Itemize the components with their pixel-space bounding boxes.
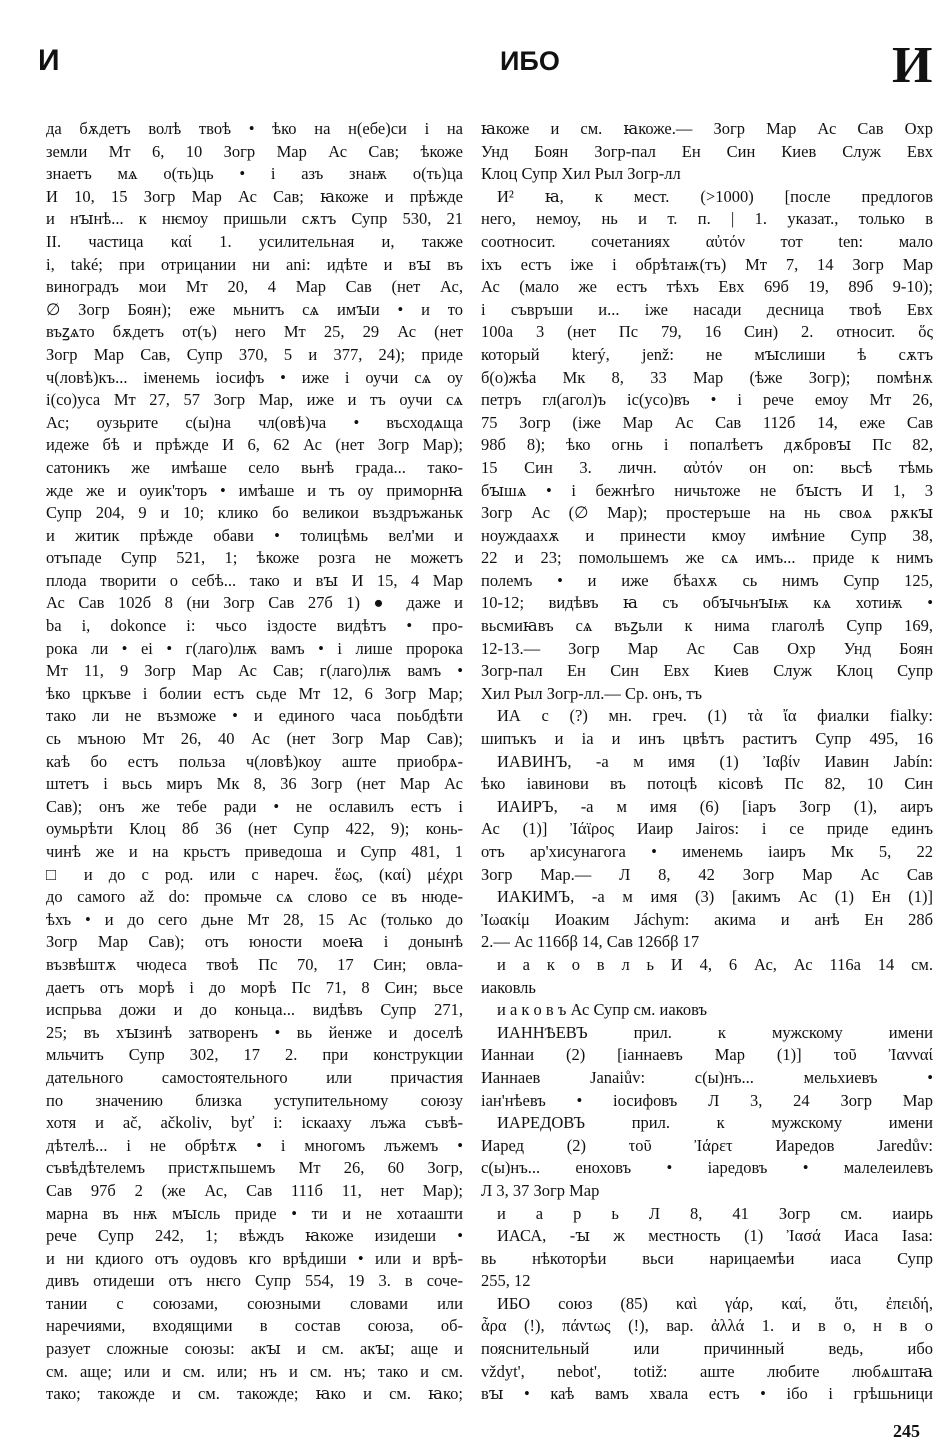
text-line: сь мъною Мт 26, 40 Ас (нет Зогр Мар Сав);	[46, 729, 463, 749]
page-number: 245	[893, 1421, 920, 1441]
right-column	[481, 118, 933, 1406]
text-line: 75 Зогр (іже Мар Ас Сав 112б 14, еже Сав	[481, 412, 933, 432]
text-line: и а р ь Л 8, 41 Зогр см. иаирь	[497, 1203, 933, 1223]
text-line: дательного самостоятельного или причастия	[46, 1067, 463, 1087]
text-line: Хил Рыл Зогр-лл.— Ср. онъ, тъ	[481, 683, 703, 703]
text-line: ИАРЕДОВЪ прил. к мужскому имени	[497, 1113, 933, 1133]
text-line: марна въ нѭ мꙑсль приде • ти и не хотаашти	[46, 1203, 463, 1223]
text-line: петръ гл(агол)ъ іс(усо)въ • і рече емоу Мт 26,	[481, 390, 933, 410]
text-line: Л 3, 37 Зогр Мар	[481, 1180, 600, 1200]
text-line: да бѫдетъ волѣ твоѣ • ѣко на н(ебе)си і на	[46, 119, 463, 138]
text-line: Ас (мало же естъ тѣхъ Евх 69б 19, 89б 9-10);	[481, 277, 933, 297]
text-line: бꙑшѧ • і бежнѣго ничьтоже не бꙑстъ И 1, 3	[481, 480, 933, 500]
text-line: даетъ отъ морѣ і до морѣ Пс 71, 8 Син; вьсе	[46, 977, 463, 997]
text-line: и житик прѣжде обави • толицѣмь вел'ми и	[46, 525, 463, 545]
text-line: ἆρα (!), πάντως (!), вар. ἀλλά 1. и в о, н в о	[481, 1316, 933, 1336]
text-line: знаетъ мѧ о(ть)ць • і азъ знаѭ о(ть)ца	[46, 164, 463, 184]
left-column	[46, 118, 463, 1406]
text-line: Супр 204, 9 и 10; клико бо великои въздръжаньк	[46, 503, 463, 523]
text-line: полемъ • и иже бѣахѫ сь нимъ Супр 125,	[481, 570, 933, 590]
text-line: Мт 11, 9 Зогр Мар Ас Сав; г(лаго)лѭ вамъ •	[46, 661, 463, 681]
text-line: шипъкъ и іа и инъ цвѣтъ раститъ Супр 495, 16	[481, 729, 933, 749]
text-line: възвѣштѫ чюдеса твоѣ Пс 70, 17 Син; овла-	[46, 954, 463, 974]
running-head-word: ИБО	[500, 46, 560, 76]
text-line: дѣтелѣ... і не обрѣтѫ • і многомъ лъжемъ •	[46, 1135, 463, 1155]
text-line: i, také; при отрицании ни ani: идѣте и вꙑ въ	[46, 254, 463, 274]
text-line: рече Супр 242, 1; вѣждъ ꙗкоже изидеши •	[46, 1226, 463, 1246]
text-line: хотя и ač, ačkoliv, byť i: іскааху лъжа съвѣ-	[46, 1113, 463, 1133]
text-line: см. аще; или и см. или; нъ и см. нъ; тако и см.	[46, 1361, 463, 1381]
text-line: пояснительный или причинный ведь, ибо	[481, 1339, 933, 1359]
text-line: тании с союзами, союзными словами или	[46, 1293, 463, 1313]
text-line: иаковль	[481, 977, 536, 997]
text-line: по значению близка уступительному союзу	[46, 1090, 463, 1110]
text-line: и а к о в л ь И 4, 6 Ас, Ас 116а 14 см.	[497, 954, 933, 974]
text-line: ИАСА, -ꙑ ж местность (1) Ἰασά Иаса Iasa:	[497, 1226, 933, 1246]
text-line: и а к о в ъ Ас Супр см. иаковъ	[497, 1000, 708, 1020]
text-line: 100а 3 (нет Пс 79, 16 Син) 2. относит. ὅς	[481, 322, 933, 342]
text-line: Зогр-пал Ен Син Евх Киев Служ Клоц Супр	[481, 661, 933, 681]
text-line: сатоникъ же имѣаше село вьнѣ града... тако-	[46, 457, 463, 477]
text-line: vždyt', nebot', totiž: аште любите любѧштаꙗ	[481, 1361, 933, 1381]
text-line: и нꙑнѣ... к нѥмоу пришьли сѫтъ Супр 530, 21	[46, 209, 463, 229]
text-line: 12-13.— Зогр Мар Ас Сав Охр Унд Боян	[481, 638, 933, 658]
text-line: оумьрѣти Клоц 8б 36 (нет Супр 422, 9); конь-	[46, 819, 463, 839]
text-line: і(со)уса Мт 27, 57 Зогр Мар, иже и тъ оучи сѧ	[46, 390, 463, 410]
text-line: въꙁѧто бѫдетъ от(ъ) него Мт 25, 29 Ас (нет	[46, 322, 463, 342]
text-line: 255, 12	[481, 1271, 531, 1291]
text-line: б(о)жѣа Мк 8, 33 Мар (ѣже Зогр); помѣнѫ	[481, 367, 933, 387]
text-line: наречиями, входящими в состав союза, об-	[46, 1316, 463, 1336]
text-line: ИАВИНЪ, -а м имя (1) Ἰαβίν Иавин Jabín:	[497, 751, 933, 771]
text-line: ИАКИМЪ, -а м имя (3) [акимъ Ас (1) Ен (1)]	[497, 887, 933, 907]
text-line: штетъ і вьсь миръ Мк 8, 36 Зогр (нет Мар Ас	[46, 774, 463, 794]
text-line: Ианнаи (2) [іаннаевъ Мар (1)] τοῦ Ἰανναί	[481, 1045, 933, 1065]
text-line: ноуждаахѫ и принести кмоу имѣние Супр 38,	[481, 525, 933, 545]
text-line: вꙑ • каѣ вамъ хвала естъ • ібо і грѣшьници	[481, 1384, 933, 1404]
text-line: отъ ар'хисунагога • именемь іаиръ Мк 5, 22	[481, 842, 933, 861]
text-line: ∅ Зогр Боян); еже мьнитъ сѧ имꙑи • и то	[46, 299, 463, 319]
text-line: рока ли • еі • г(лаго)лѭ вамъ • і лише пророка	[46, 638, 463, 658]
text-line: ba i, dokonce i: чьсо іздосте видѣтъ • про-	[46, 616, 463, 636]
text-line: 25; въ хꙑзинѣ затворенъ • вь йенже и доселѣ	[46, 1022, 463, 1042]
text-line: ИБО союз (85) καὶ γάρ, καί, ὅτι, ἐπειδή,	[497, 1293, 933, 1313]
text-line: 98б 8); ѣко огнь і попалѣетъ дѫбровꙑ Пс 82,	[481, 435, 933, 455]
text-line: съвѣдѣтелемъ пристѫпьшемъ Мт 26, 60 Зогр,	[46, 1158, 463, 1178]
section-letter: И	[892, 37, 933, 94]
text-line: разует сложные союзы: акꙑ и см. акꙑ; аще и	[46, 1339, 463, 1359]
text-line: Ас (1)] Ἰάϊρος Иаир Jairos: і се приде единъ	[481, 819, 933, 839]
text-line: Зогр Ас (∅ Мар); простеръше на нь своѧ рѫкꙑ	[481, 503, 933, 523]
text-line: 15 Син 3. личн. αὐτόν он on: вьсѣ тѣмь	[481, 457, 933, 477]
text-line: дивъ отидеши отъ нѥго Супр 554, 19 3. в соче-	[46, 1271, 463, 1291]
text-line: земли Мт 6, 10 Зогр Мар Ас Сав; ѣкоже	[46, 141, 463, 161]
text-line: ѣко цркъве і болии естъ сьде Мт 12, 6 Зогр Мар;	[46, 683, 463, 703]
text-line: с(ы)нъ... еноховъ • іаредовъ • малелеилевъ	[481, 1158, 933, 1178]
text-line: отъпаде Супр 521, 1; ѣкоже розга не можетъ	[46, 548, 463, 568]
text-line: іан'нѣевъ • іосифовъ Л 3, 24 Зогр Мар	[481, 1090, 933, 1110]
text-line: чинѣ же и на крьстъ приведоша и Супр 481, 1	[46, 842, 463, 861]
text-line: ѣхъ • и до сего дьне Мт 28, 15 Ас (только до	[46, 909, 463, 929]
text-line: вь нѣкоторѣи вьси нарицаемѣи иаса Супр	[481, 1248, 933, 1268]
text-line: Зогр Мар.— Л 8, 42 Зогр Мар Ас Сав	[481, 864, 933, 884]
text-line: виноградъ мои Мт 20, 4 Мар Сав (нет Ас,	[46, 277, 463, 297]
text-line: мльчитъ Супр 302, 17 2. при конструкции	[46, 1045, 463, 1065]
text-line: іхъ естъ іже і обрѣтаѭ(тъ) Мт 7, 14 Зогр Мар	[481, 254, 933, 274]
text-line: ѣко іавинови въ потоцѣ кісовѣ Пс 82, 10 Син	[481, 774, 933, 794]
text-line: вьсмиꙗвъ сѧ въꙁьли к нима глаголѣ Супр 169,	[481, 616, 933, 636]
text-line: до самого až do: промьче сѧ слово се въ нюде-	[46, 887, 463, 907]
text-line: Ианнаев Janaiův: с(ы)нъ... мельхиевъ •	[481, 1067, 933, 1087]
text-line: тако; такожде и см. такожде; ꙗко и см. ꙗко;	[46, 1384, 463, 1404]
text-line: Ἰωακίμ Иоаким Jáchym: акима и анѣ Ен 28б	[481, 909, 933, 929]
text-line: Клоц Супр Хил Рыл Зогр-лл	[481, 164, 681, 184]
text-line: ИАННѢЕВЪ прил. к мужскому имени	[497, 1022, 933, 1042]
text-line: Зогр Мар Сав, Супр 370, 5 и 377, 24); приде	[46, 344, 463, 364]
text-line: і съвръши и... іже насади десница твоѣ Евх	[481, 299, 933, 319]
text-line: тако ли не възможе • и единого часа поьбдѣти	[46, 706, 463, 726]
text-line: соотносит. сочетаниях αὐτόν тот ten: мало	[481, 231, 933, 251]
text-line: каѣ бо естъ польза ч(ловѣ)коу аште приобрѧ-	[46, 751, 463, 771]
text-line: Унд Боян Зогр-пал Ен Син Киев Служ Евх	[481, 141, 933, 161]
text-line: И² ꙗ, к мест. (>1000) [после предлогов	[497, 186, 933, 206]
text-line: 10-12; видѣвъ ꙗ съ обꙑчьнꙑѭ кѧ хотиѭ •	[481, 593, 933, 613]
text-line: идеже бѣ и прѣжде И 6, 62 Ас (нет Зогр Мар);	[46, 435, 463, 455]
text-line: Иаред (2) τοῦ Ἰάρετ Иаредов Jaredův:	[481, 1135, 933, 1155]
text-line: ИА с (?) мн. греч. (1) τὰ ἴα фиалки fialky:	[497, 706, 933, 726]
text-line: □ и до с род. или с нареч. ἕως, (καί) μέχρι	[46, 864, 463, 884]
text-line: ꙗкоже и см. ꙗкоже.— Зогр Мар Ас Сав Охр	[481, 119, 933, 138]
text-line: который který, jenž: не мꙑслиши ѣ сѫтъ	[481, 344, 933, 364]
text-line: 22 и 23; помольшемъ же сѧ имъ... приде к нимъ	[481, 548, 933, 568]
text-line: плода творити о себѣ... тако и вꙑ И 15, 4 Мар	[46, 570, 463, 590]
text-line: Ас Сав 102б 8 (ни Зогр Сав 27б 1) ● даже и	[46, 593, 463, 613]
text-line: Сав 97б 2 (же Ас, Сав 111б 11, нет Мар);	[46, 1180, 463, 1200]
text-line: Зогр Мар Сав); отъ юности моеꙗ і донынѣ	[46, 932, 463, 952]
text-line: ч(ловѣ)къ... іменемь іосифъ • иже і оучи сѧ оу	[46, 367, 463, 387]
text-line: Сав); онъ же тебе ради • не ославилъ естъ і	[46, 796, 463, 816]
text-line: испрьва дожи и до коньца... видѣвъ Супр 271,	[46, 1000, 463, 1020]
text-line: и ни кдиого отъ оудовъ кго врѣдиши • или и врѣ-	[46, 1248, 463, 1268]
text-line: II. частица καί 1. усилительная и, также	[46, 231, 463, 251]
text-line: Ас; оузьрите с(ы)на чл(овѣ)ча • въсходѧща	[46, 412, 463, 432]
running-head-letter: И	[38, 44, 60, 77]
text-line: 2.— Ас 116бβ 14, Сав 126бβ 17	[481, 932, 700, 952]
text-line: И 10, 15 Зогр Мар Ас Сав; ꙗкоже и прѣжде	[46, 186, 463, 206]
text-line: ИАИРЪ, -а м имя (6) [іаръ Зогр (1), аиръ	[497, 796, 933, 816]
text-line: него, немоу, нь и т. п. | 1. указат., только в	[481, 209, 933, 229]
text-line: жде же и оуик'торъ • имѣаше и тъ оу приморнꙗ	[46, 480, 463, 500]
